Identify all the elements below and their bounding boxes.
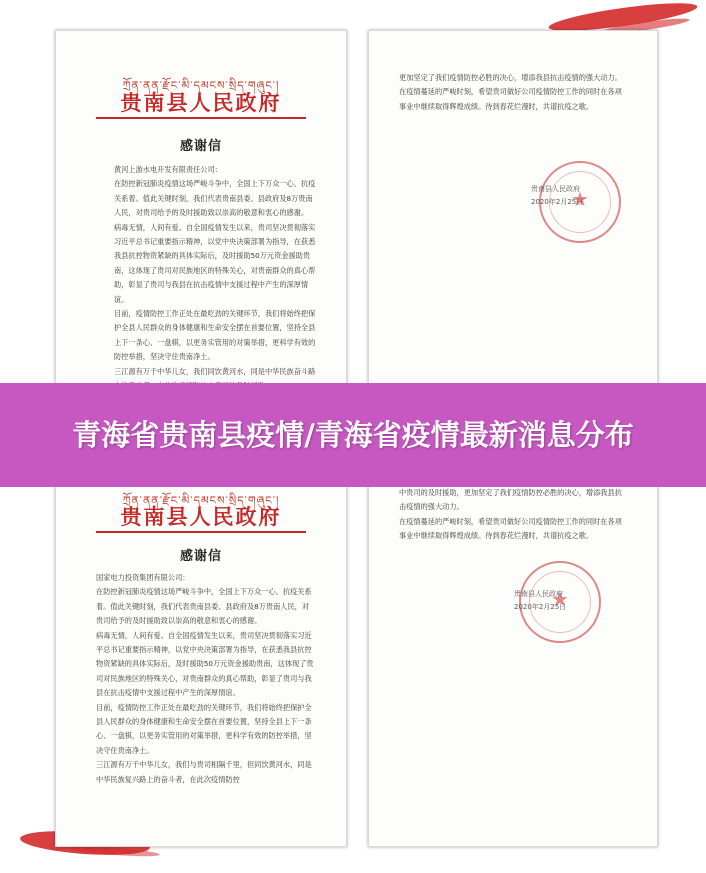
red-divider bbox=[96, 117, 306, 119]
official-seal: ★ bbox=[519, 561, 601, 643]
letter-body-continued: 更加坚定了我们疫情防控必胜的决心，增添我县抗击疫情的强大动力。 在疫情蔓延的严峻时刻，希望贵司做好公司疫情防控工作的同时在各项事业中继续取得辉煌成绩。待到春花烂漫时，共谱抗疫之歌。 bbox=[399, 73, 622, 111]
government-title: 贵南县人民政府 bbox=[120, 504, 282, 529]
red-divider bbox=[96, 531, 306, 533]
letter-heading: 感谢信 bbox=[179, 549, 222, 564]
tibetan-header: ཀྲོན་ནན་རྫོང་མི་དམངས་སྲིད་གཞུང་། bbox=[122, 79, 280, 92]
signature-date: 2020年2月25日 bbox=[531, 198, 584, 206]
government-title: 贵南县人民政府 bbox=[120, 90, 282, 115]
tibetan-header: ཀྲོན་ནན་རྫོང་མི་དམངས་སྲིད་གཞུང་། bbox=[122, 494, 280, 507]
official-seal: ★ bbox=[539, 161, 621, 243]
title-banner bbox=[0, 383, 706, 487]
letter-page-bottom-left bbox=[55, 440, 347, 847]
signature-org: 贵南县人民政府 bbox=[531, 185, 580, 193]
letter-body: 黄河上游水电开发有限责任公司： 在防控新冠肺炎疫情这场严峻斗争中，全国上下万众一心、抗疫关系着。值此关键时刻，我们代表贵南县委、县政府及8万贵南人民，对贵司给予的及时援助致以崇高的敬意和衷心的感谢。 病毒无情，人间有爱。自全国疫情发生以来，贵司坚决贯彻落实习近平总书记重要指示精神，以党中央决策部署为指导，在获悉我县抗控物资紧缺的具体实际后，及时援助50万元资金援助贵南，这体现了贵司对民族地区的特殊关心，对贵南群众的真心帮助，彰显了贵司与我县在抗击疫情中支援过程中产生的深厚情谊。 目前，疫情防控工作正处在最吃劲的关键环节，我们将始终把保护全县人民群众的身体健康和生命安全摆在首要位置，坚持全县上下一条心、一盘棋，以更务实管用的对策举措，更科学有效的防控举措，坚决守住贵南净土。 三江源有万千中华儿女，我们同饮黄河水，同是中华民族奋斗路 bbox=[114, 165, 316, 376]
letter-page-top-left bbox=[55, 30, 347, 392]
letter-page-top-right bbox=[368, 30, 658, 392]
letter-body-continued: 中贵司的及时援助，更加坚定了我们疫情防控必胜的决心，增添我县抗击疫情的强大动力。 在疫情蔓延的严峻时刻，希望贵司做好公司疫情防控工作的同时在各项事业中继续取得辉煌成绩。待到春花烂漫时，共谱抗疫之歌。 bbox=[399, 488, 622, 541]
letter-page-bottom-right bbox=[368, 440, 658, 847]
signature-date: 2020年2月25日 bbox=[514, 603, 567, 611]
banner-title: 青海省贵南县疫情/青海省疫情最新消息分布 bbox=[72, 418, 634, 452]
letter-body: 国家电力投资集团有限公司： 在防控新冠肺炎疫情这场严峻斗争中，全国上下万众一心、抗疫关系着。值此关键时刻，我们代表贵南县委、县政府及8万贵南人民，对贵司给予的及时援助致以崇高的敬意和衷心的感谢。 病毒无情，人间有爱。自全国疫情发生以来，贵司坚决贯彻落实习近平总书记重要指示精神，以党中央决策部署为指导，在获悉我县抗控物资紧缺的具体实际后，及时援助50万元资金援助贵南，这体现了贵司对民族地区的特殊关心，对贵南群众的真心帮助，彰显了贵司与我县在抗击疫情中支援过程中产生的深厚情谊。 目前，疫情防控工作正处在最吃劲的关键环节，我们将始终把保护全县人民群众的身体健康和生命安全摆在首要位置，坚持全县上下一条心、一盘棋，以更务实管用的对策举措，更科学有效的防控举措，坚决守住贵南净土。 三江源有万千中华儿女，我们与贵司相隔千里，但同饮黄河水，同是中华民族复兴路上的奋斗者，在此次疫情防控 bbox=[96, 573, 314, 784]
signature-org: 贵南县人民政府 bbox=[514, 590, 563, 598]
letter-heading: 感谢信 bbox=[179, 139, 222, 154]
